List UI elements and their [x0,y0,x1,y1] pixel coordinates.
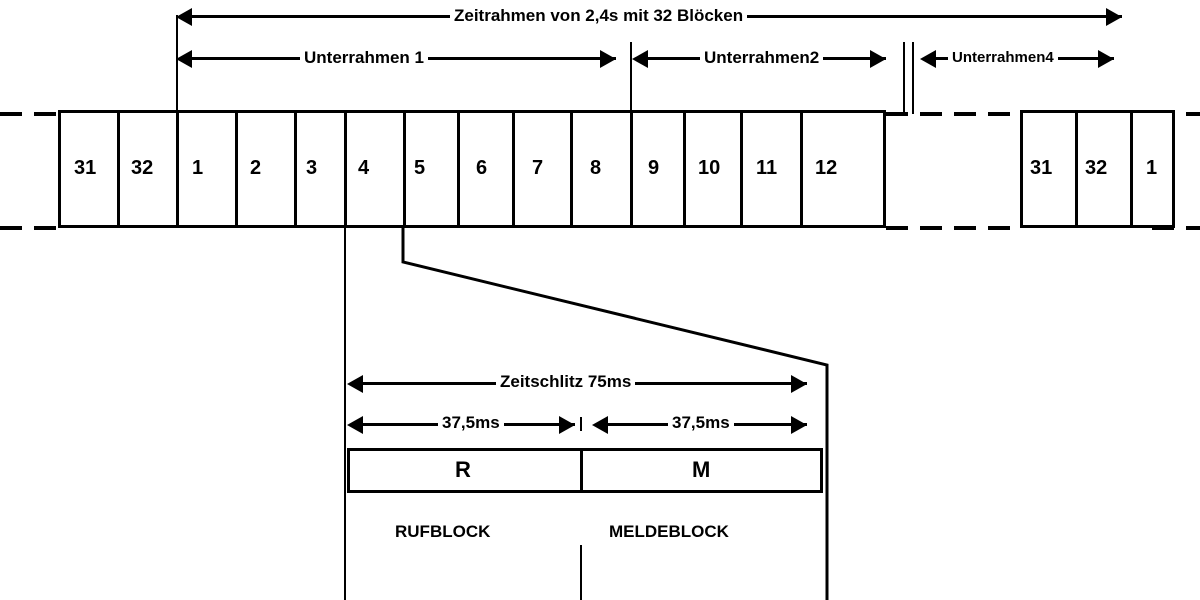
subframe4-label: Unterrahmen4 [948,50,1058,65]
timeslot-left-half-arrow-right [559,416,575,434]
timeslot-right-half-label: 37,5ms [668,414,734,431]
frame-cell-separator [403,113,406,225]
frame-cell-separator [176,113,179,225]
frame-cell-separator [344,113,347,225]
tail-cell-label: 32 [1085,157,1108,179]
subframe4-arrow-left [920,50,936,68]
callout-line-left [344,228,346,600]
frame-cell-separator [294,113,297,225]
frame-cell-label: 12 [815,157,838,179]
meldeblock-name-label: MELDEBLOCK [609,522,729,541]
dashed-rail-top-middle [886,112,1020,116]
timeslot-total-label: Zeitschlitz 75ms [496,373,635,390]
timeslot-detail-divider [580,450,583,491]
timeslot-left-half-label: 37,5ms [438,414,504,431]
subframe1-arrow-left [176,50,192,68]
timeslot-right-half-arrow-right [791,416,807,434]
subframe2-label: Unterrahmen2 [700,49,823,66]
subframe2-arrow-right [870,50,886,68]
tail-cell-label: 31 [1030,157,1053,179]
meldeblock-short-label: M [692,457,711,482]
frame-cell-label: 9 [648,157,660,179]
frame-cell-separator [512,113,515,225]
timeslot-right-half-arrow-left [592,416,608,434]
timeslot-half-divider-tick [580,417,582,431]
timeslot-total-arrow-left [347,375,363,393]
frame-cell-label: 31 [74,157,97,179]
timeslot-total-arrow-right [791,375,807,393]
dashed-rail-bottom-middle [886,226,1020,230]
timeslot-left-half-arrow-left [347,416,363,434]
dashed-rail-top-left [0,112,58,116]
guide-line-frame-start [176,15,178,110]
frame-cell-label: 5 [414,157,426,179]
subframe2-arrow-left [632,50,648,68]
frame-cell-separator [683,113,686,225]
subframe1-label: Unterrahmen 1 [300,49,428,66]
timeslot-detail-box [347,448,823,493]
frame-cell-label: 32 [131,157,154,179]
frame-cell-separator [740,113,743,225]
subframe4-arrow-right [1098,50,1114,68]
break-mark-left [903,42,905,114]
frame-cell-separator [235,113,238,225]
frame-cell-label: 10 [698,157,721,179]
frame-cell-label: 7 [532,157,544,179]
guide-line-subframe-boundary [630,42,632,110]
frame-cell-separator [117,113,120,225]
subframe1-arrow-right [600,50,616,68]
frame-cell-separator [630,113,633,225]
tail-cell-label: 1 [1146,157,1158,179]
frame-cell-label: 8 [590,157,602,179]
tail-cell-separator [1075,113,1078,225]
timeslot-detail-divider-extension [580,545,582,600]
frame-cell-label: 1 [192,157,204,179]
frame-cell-label: 2 [250,157,262,179]
frame-cell-label: 6 [476,157,488,179]
rufblock-name-label: RUFBLOCK [395,522,491,541]
frame-cell-label: 4 [358,157,370,179]
total-frame-arrow-right [1106,8,1122,26]
total-frame-label: Zeitrahmen von 2,4s mit 32 Blöcken [450,7,747,24]
frame-cell-label: 3 [306,157,318,179]
frame-cell-separator [800,113,803,225]
rufblock-short-label: R [455,457,471,482]
frame-cell-separator [457,113,460,225]
break-mark-right [912,42,914,114]
total-frame-arrow-left [176,8,192,26]
frame-cell-label: 11 [756,157,778,179]
dashed-rail-bottom-left [0,226,58,230]
tail-cell-separator [1130,113,1133,225]
frame-cell-separator [570,113,573,225]
